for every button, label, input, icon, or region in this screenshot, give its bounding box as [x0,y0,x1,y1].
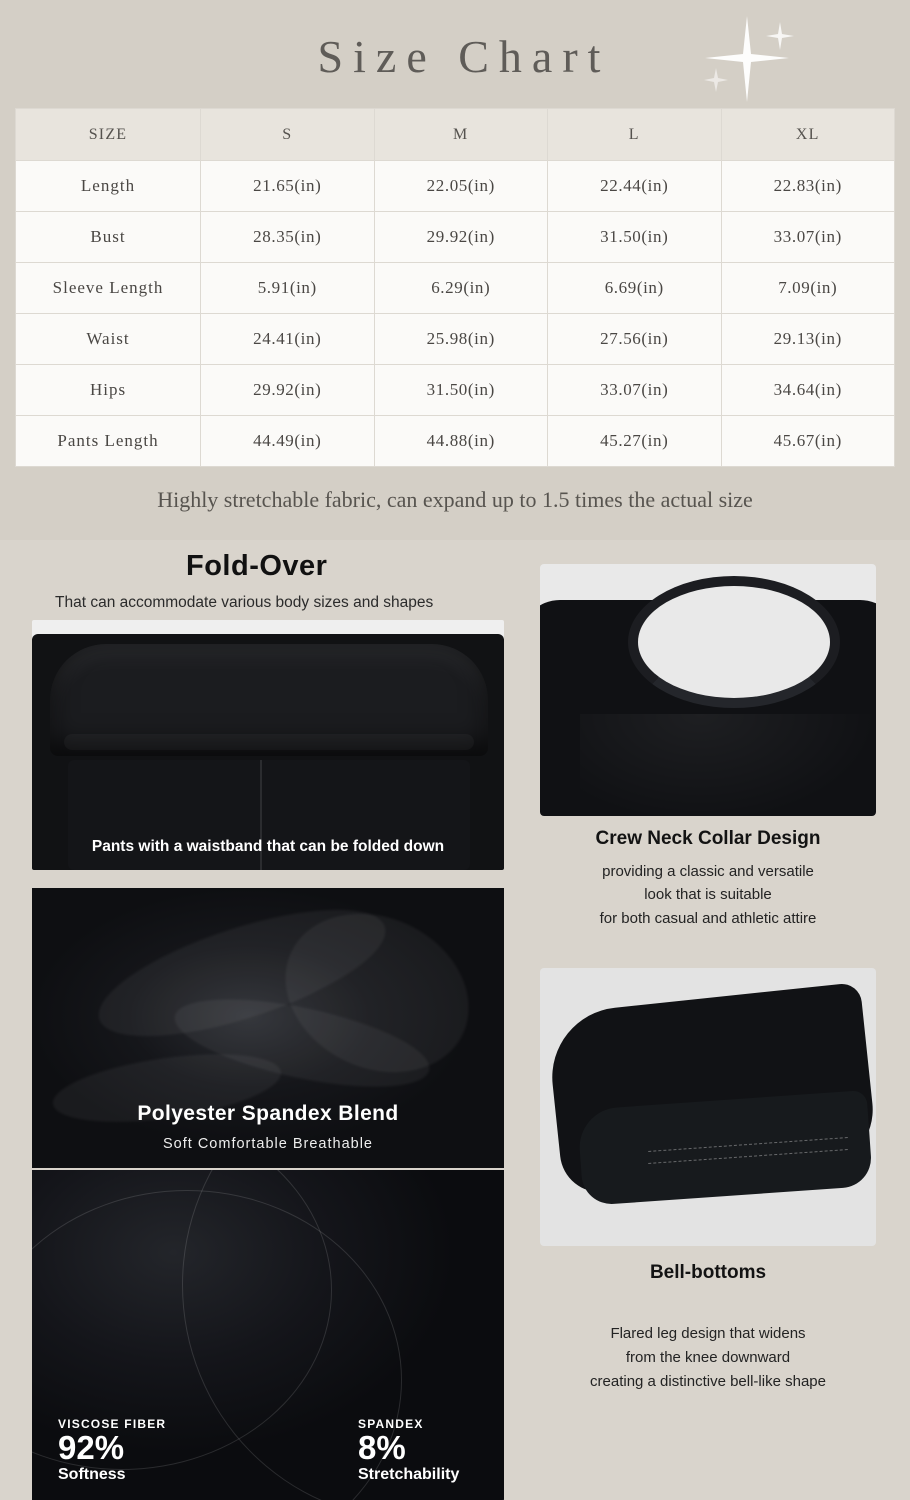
crewneck-photo [540,564,876,816]
collar-rib-shape [628,576,840,708]
table-cell: 21.65(in) [201,161,375,212]
table-cell: 25.98(in) [374,314,548,365]
composition-sub: Softness [58,1466,126,1483]
table-cell: 22.05(in) [374,161,548,212]
table-cell: 33.07(in) [548,365,722,416]
table-row [16,314,895,365]
table-cell: 22.83(in) [721,161,895,212]
table-header-cell: SIZE [16,109,201,161]
composition-value: 8% [358,1429,406,1467]
table-cell: 33.07(in) [721,212,895,263]
page-title: Size Chart [317,31,611,82]
composition-stat [358,1417,459,1484]
table-cell: 27.56(in) [548,314,722,365]
foldover-photo-caption: Pants with a waistband that can be folded down [91,838,445,855]
table-cell: 44.49(in) [201,416,375,467]
table-row [16,365,895,416]
crewneck-title: Crew Neck Collar Design [595,828,821,849]
folded-waistband-shape [50,644,488,756]
foldover-subtitle: That can accommodate various body sizes and shapes [55,594,434,611]
crewneck-description [540,860,876,930]
fabric-attributes: Soft Comfortable Breathable [163,1136,373,1152]
fabric-caption: Polyester Spandex Blend [137,1102,399,1125]
table-cell: 31.50(in) [548,212,722,263]
table-cell: 29.92(in) [201,365,375,416]
fabric-shading [580,714,876,816]
table-cell: 45.27(in) [548,416,722,467]
table-header-cell: L [548,109,722,161]
crewneck-line: for both casual and athletic attire [599,909,817,927]
bell-description [540,1322,876,1394]
row-label: Pants Length [16,416,201,467]
table-cell: 29.13(in) [721,314,895,365]
composition-label: SPANDEX [358,1417,424,1432]
bell-line: Flared leg design that widens [610,1325,806,1342]
table-cell: 5.91(in) [201,263,375,314]
composition-stat [58,1417,166,1484]
row-label: Waist [16,314,201,365]
crewneck-line: look that is suitable [644,886,772,904]
composition-label: VISCOSE FIBER [58,1417,167,1432]
table-header-cell: XL [721,109,895,161]
sleeve-cuff-shape [577,1090,873,1206]
row-label: Length [16,161,201,212]
bell-title: Bell-bottoms [649,1262,767,1283]
table-row [16,416,895,467]
row-label: Sleeve Length [16,263,201,314]
crewneck-line: providing a classic and versatile [602,863,814,880]
table-cell: 6.69(in) [548,263,722,314]
composition-sub: Stretchability [358,1466,460,1483]
table-row [16,161,895,212]
table-header-cell: M [374,109,548,161]
size-table [15,108,895,467]
feature-collage [0,540,910,1500]
table-header-cell: S [201,109,375,161]
foldover-title: Fold-Over [186,550,328,582]
table-cell: 6.29(in) [374,263,548,314]
table-cell: 29.92(in) [374,212,548,263]
table-row [16,263,895,314]
stretch-note: Highly stretchable fabric, can expand up to 1.5 times the actual size [157,487,753,512]
table-cell: 22.44(in) [548,161,722,212]
fabric-photo [32,888,504,1168]
row-label: Hips [16,365,201,416]
table-cell: 31.50(in) [374,365,548,416]
size-chart-section [0,0,910,540]
composition-photo [32,1170,504,1500]
table-cell: 44.88(in) [374,416,548,467]
bell-line: creating a distinctive bell-like shape [590,1373,826,1390]
table-row [16,212,895,263]
row-label: Bust [16,212,201,263]
table-cell: 7.09(in) [721,263,895,314]
foldover-photo [32,620,504,870]
bell-bottom-photo [540,968,876,1246]
table-cell: 34.64(in) [721,365,895,416]
table-cell: 28.35(in) [201,212,375,263]
bell-line: from the knee downward [625,1349,791,1366]
table-cell: 45.67(in) [721,416,895,467]
table-header-row [16,109,895,161]
table-cell: 24.41(in) [201,314,375,365]
composition-value: 92% [58,1429,125,1467]
